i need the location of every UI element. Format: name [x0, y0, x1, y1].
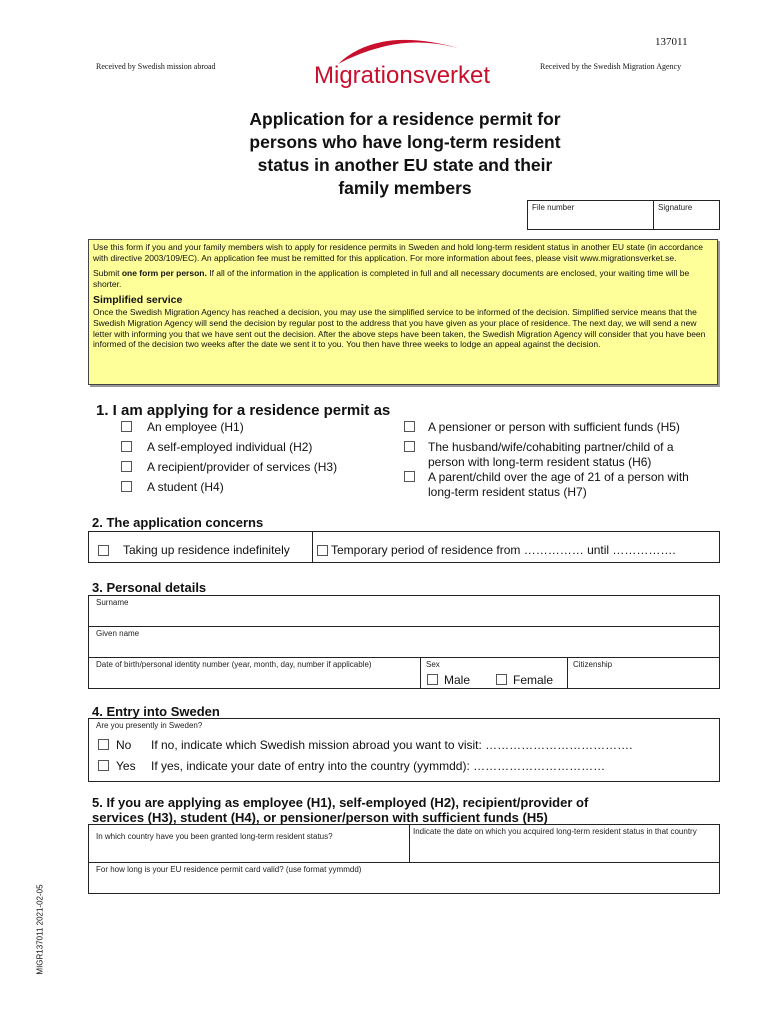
- entry-question-label: Are you presently in Sweden?: [96, 721, 203, 730]
- title-line-3: status in another EU state and their: [257, 155, 553, 175]
- received-agency-label: Received by the Swedish Migration Agency: [540, 62, 682, 71]
- side-form-code: MIGR137011 2021-02-05: [35, 884, 45, 975]
- application-concerns-divider: [312, 531, 313, 563]
- no-instruction: If no, indicate which Swedish mission abroad you want to visit: ……………………………….: [151, 738, 633, 752]
- section-5-heading-line-1: 5. If you are applying as employee (H1), self-employed (H2), recipient/provider of: [92, 795, 589, 810]
- checkbox-h6[interactable]: [404, 441, 415, 452]
- section-1-heading: 1. I am applying for a residence permit as: [96, 402, 391, 419]
- option-h6-label: [428, 440, 674, 470]
- resident-country-label: In which country have you been granted long-term resident status?: [96, 832, 333, 841]
- option-h5-label: A pensioner or person with sufficient funds (H5): [428, 420, 680, 434]
- checkbox-h2[interactable]: [121, 441, 132, 452]
- no-label: No: [116, 738, 132, 752]
- option-h6-line-2: person with long-term resident status (H6): [428, 455, 652, 469]
- option-h7-line-2: long-term resident status (H7): [428, 485, 587, 499]
- info-submit-rest: If all of the information in the application is completed in full and all necessary documents are enclosed, your waiting time will be shorter.: [93, 268, 690, 289]
- file-number-box[interactable]: [527, 200, 654, 230]
- resident-country-field[interactable]: [88, 824, 410, 863]
- citizenship-field[interactable]: [567, 657, 720, 689]
- female-label: Female: [513, 673, 554, 687]
- male-label: Male: [444, 673, 471, 687]
- option-h1-label: An employee (H1): [147, 420, 244, 434]
- option-h6-line-1: The husband/wife/cohabiting partner/child of a: [428, 440, 674, 454]
- option-h7-line-1: A parent/child over the age of 21 of a person with: [428, 470, 689, 484]
- info-intro: Use this form if you and your family members wish to apply for residence permits in Sweden and hold long-term resident status in another EU state (in accordance with directive 2003/109/EC). An application fee must be remitted for this application. For more information about fees, please visit www.migrationsverket.se.: [93, 242, 703, 263]
- section-5-heading: [92, 795, 588, 825]
- resident-date-label: Indicate the date on which you acquired long-term resident status in that country: [413, 827, 697, 836]
- file-number-label: File number: [532, 203, 575, 212]
- section-2-heading: 2. The application concerns: [92, 515, 264, 530]
- checkbox-h5[interactable]: [404, 421, 415, 432]
- section-3-heading: 3. Personal details: [92, 580, 207, 595]
- option-h7-label: [428, 470, 689, 500]
- given-name-label: Given name: [96, 629, 140, 638]
- info-box: [88, 239, 718, 385]
- sex-label: Sex: [426, 660, 440, 669]
- checkbox-indefinite[interactable]: [98, 545, 109, 556]
- migrationsverket-logo: [308, 32, 491, 92]
- surname-label: Surname: [96, 598, 129, 607]
- option-h3-label: A recipient/provider of services (H3): [147, 460, 338, 474]
- section-4-heading: 4. Entry into Sweden: [92, 704, 220, 719]
- citizenship-label: Citizenship: [573, 660, 613, 669]
- checkbox-h1[interactable]: [121, 421, 132, 432]
- logo-arc-icon: [308, 32, 484, 64]
- option-h4-label: A student (H4): [147, 480, 224, 494]
- dob-field[interactable]: [88, 657, 421, 689]
- checkbox-temporary[interactable]: [317, 545, 328, 556]
- checkbox-h7[interactable]: [404, 471, 415, 482]
- title-line-2: persons who have long-term resident: [249, 132, 561, 152]
- title-line-1: Application for a residence permit for: [249, 109, 561, 129]
- yes-label: Yes: [116, 759, 136, 773]
- section-5-heading-line-2: services (H3), student (H4), or pensioner/person with sufficient funds (H5): [92, 810, 548, 825]
- title-line-4: family members: [338, 178, 472, 198]
- checkbox-yes[interactable]: [98, 760, 109, 771]
- checkbox-male[interactable]: [427, 674, 438, 685]
- checkbox-female[interactable]: [496, 674, 507, 685]
- permit-validity-field[interactable]: [88, 862, 720, 894]
- given-name-field[interactable]: [88, 626, 720, 658]
- info-submit: [93, 268, 713, 289]
- simplified-heading: Simplified service: [93, 294, 183, 307]
- permit-validity-label: For how long is your EU residence permit card valid? (use format yymmdd): [96, 865, 362, 874]
- form-number: 137011: [655, 36, 688, 48]
- option-h2-label: A self-employed individual (H2): [147, 440, 313, 454]
- page-title: [200, 108, 610, 200]
- dob-label: Date of birth/personal identity number (year, month, day, number if applicable): [96, 660, 372, 669]
- info-submit-bold: one form per person.: [121, 268, 207, 279]
- info-submit-prefix: Submit: [93, 268, 122, 279]
- signature-label: Signature: [658, 203, 693, 212]
- resident-date-field[interactable]: [409, 824, 720, 863]
- checkbox-h3[interactable]: [121, 461, 132, 472]
- yes-instruction: If yes, indicate your date of entry into the country (yymmdd): ……………………………: [151, 759, 606, 773]
- logo-text: Migrationsverket: [314, 62, 491, 89]
- option-indefinite-label: Taking up residence indefinitely: [123, 543, 290, 557]
- checkbox-no[interactable]: [98, 739, 109, 750]
- received-mission-label: Received by Swedish mission abroad: [96, 62, 216, 71]
- simplified-text: Once the Swedish Migration Agency has reached a decision, you may use the simplified service to be informed of the decision. Simplified service means that the Swedish Migration Agency will send the decision by regular post to the address that you have given as your place of residence. The next day, we will send a new letter with informing you that we have sent out the decision. After the above steps have been taken, the Swedish Migration Agency will consider that you have been informed of the decision two weeks after the date we sent it to you. You then have three weeks to lodge an appeal against the decision.: [93, 307, 706, 350]
- option-temporary-label: Temporary period of residence from …………… until …………….: [331, 543, 676, 557]
- signature-box[interactable]: [653, 200, 720, 230]
- checkbox-h4[interactable]: [121, 481, 132, 492]
- surname-field[interactable]: [88, 595, 720, 627]
